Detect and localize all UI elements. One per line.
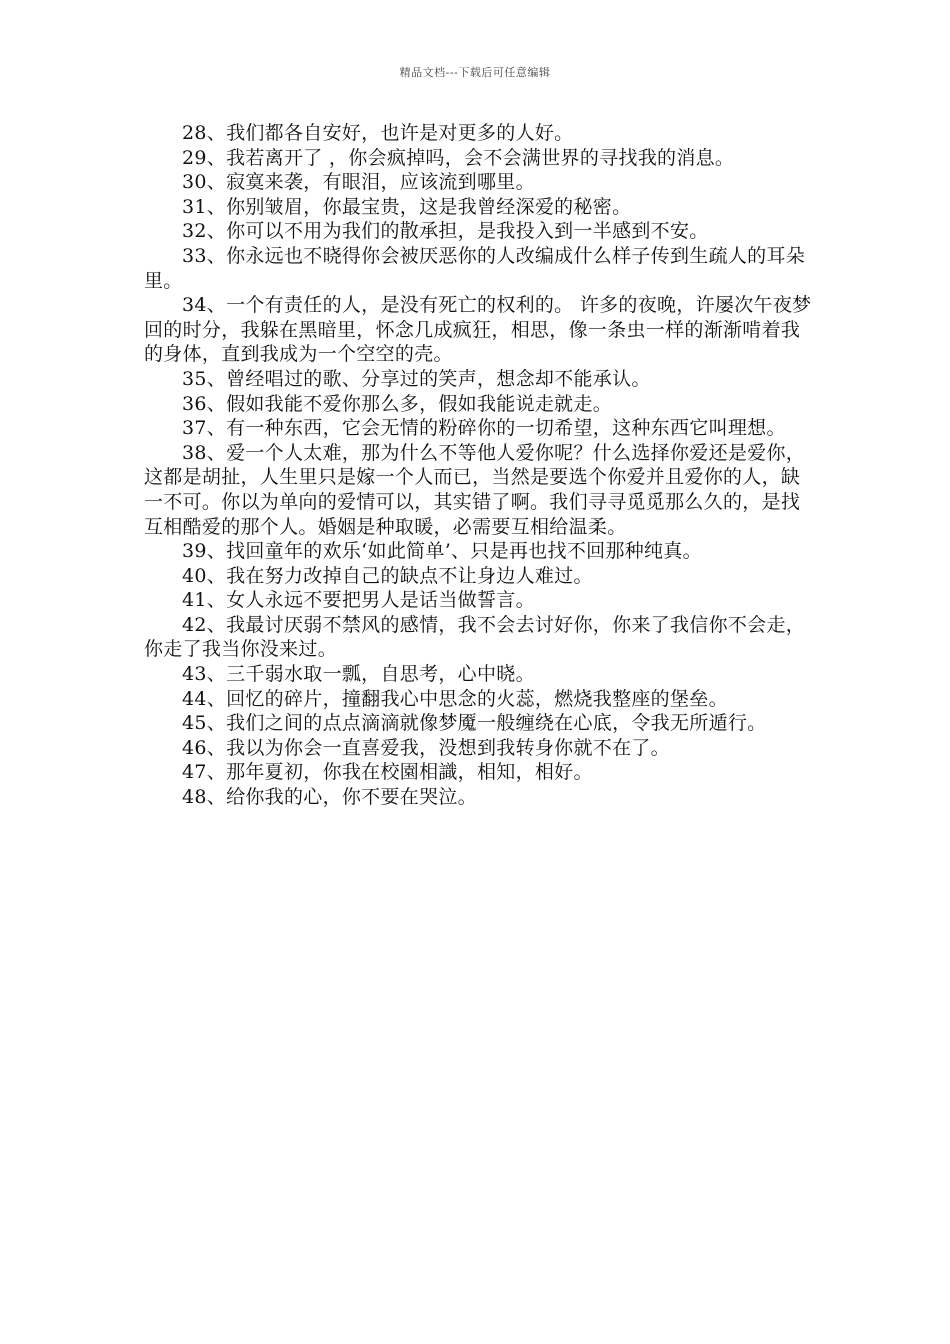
paragraph-47: 47、那年夏初，你我在校園相識，相知，相好。 bbox=[182, 761, 593, 784]
paragraph-35: 35、曾经唱过的歌、分享过的笑声，想念却不能承认。 bbox=[182, 367, 651, 390]
paragraph-39: 39、找回童年的欢乐‘如此简单’、只是再也找不回那种纯真。 bbox=[182, 540, 702, 563]
paragraph-48: 48、给你我的心，你不要在哭泣。 bbox=[182, 786, 477, 809]
paragraph-37: 37、有一种东西，它会无情的粉碎你的一切希望，这种东西它叫理想。 bbox=[182, 417, 786, 440]
paragraph-33: 33、你永远也不晓得你会被厌恶你的人改编成什么样子传到生疏人的耳朵里。 bbox=[144, 244, 806, 292]
paragraph-43: 43、三千弱水取一瓢，自思考，心中晓。 bbox=[182, 663, 535, 686]
paragraph-46: 46、我以为你会一直喜爱我，没想到我转身你就不在了。 bbox=[182, 736, 670, 759]
paragraph-29: 29、我若离开了 ，你会疯掉吗，会不会满世界的寻找我的消息。 bbox=[182, 146, 735, 169]
paragraph-40: 40、我在努力改掉自己的缺点不让身边人难过。 bbox=[182, 564, 593, 587]
paragraph-30: 30、寂寞来袭，有眼泪，应该流到哪里。 bbox=[182, 171, 535, 194]
paragraph-45: 45、我们之间的点点滴滴就像梦魇一般缠绕在心底，令我无所遁行。 bbox=[182, 712, 767, 735]
paragraph-41: 41、女人永远不要把男人是话当做誓言。 bbox=[182, 589, 535, 612]
paragraph-44: 44、回忆的碎片，撞翻我心中思念的火蕊，燃烧我整座的堡垒。 bbox=[182, 687, 728, 710]
paragraph-28: 28、我们都各自安好，也许是对更多的人好。 bbox=[182, 122, 574, 144]
paragraph-38: 38、爱一个人太难，那为什么不等他人爱你呢？什么选择你爱还是爱你，这都是胡扯，人生里只是嫁一个人而已，当然是要选个你爱并且爱你的人，缺一不可。你以为单向的爱情可以，其实错了啊。我们寻寻觅觅那么久的，是找互相酷爱的那个人。婚姻是种取暖，必需要互相给温柔。 bbox=[144, 441, 806, 538]
paragraph-31: 31、你别皱眉，你最宝贵，这是我曾经深爱的秘密。 bbox=[182, 195, 632, 218]
document-body bbox=[144, 121, 816, 810]
paragraph-32: 32、你可以不用为我们的散承担，是我投入到一半感到不安。 bbox=[182, 220, 709, 243]
paragraph-34: 34、一个有责任的人，是没有死亡的权利的。 许多的夜晚，许屡次午夜梦回的时分，我躲在黑暗里，怀念几成疯狂，相思，像一条虫一样的渐渐啃着我的身体，直到我成为一个空空的壳。 bbox=[144, 294, 812, 366]
page-header: 精品文档---下载后可任意编辑 bbox=[399, 66, 551, 79]
paragraph-36: 36、假如我能不爱你那么多，假如我能说走就走。 bbox=[182, 392, 613, 415]
paragraph-42: 42、我最讨厌弱不禁风的感情，我不会去讨好你，你来了我信你不会走，你走了我当你没来过。 bbox=[144, 613, 806, 661]
